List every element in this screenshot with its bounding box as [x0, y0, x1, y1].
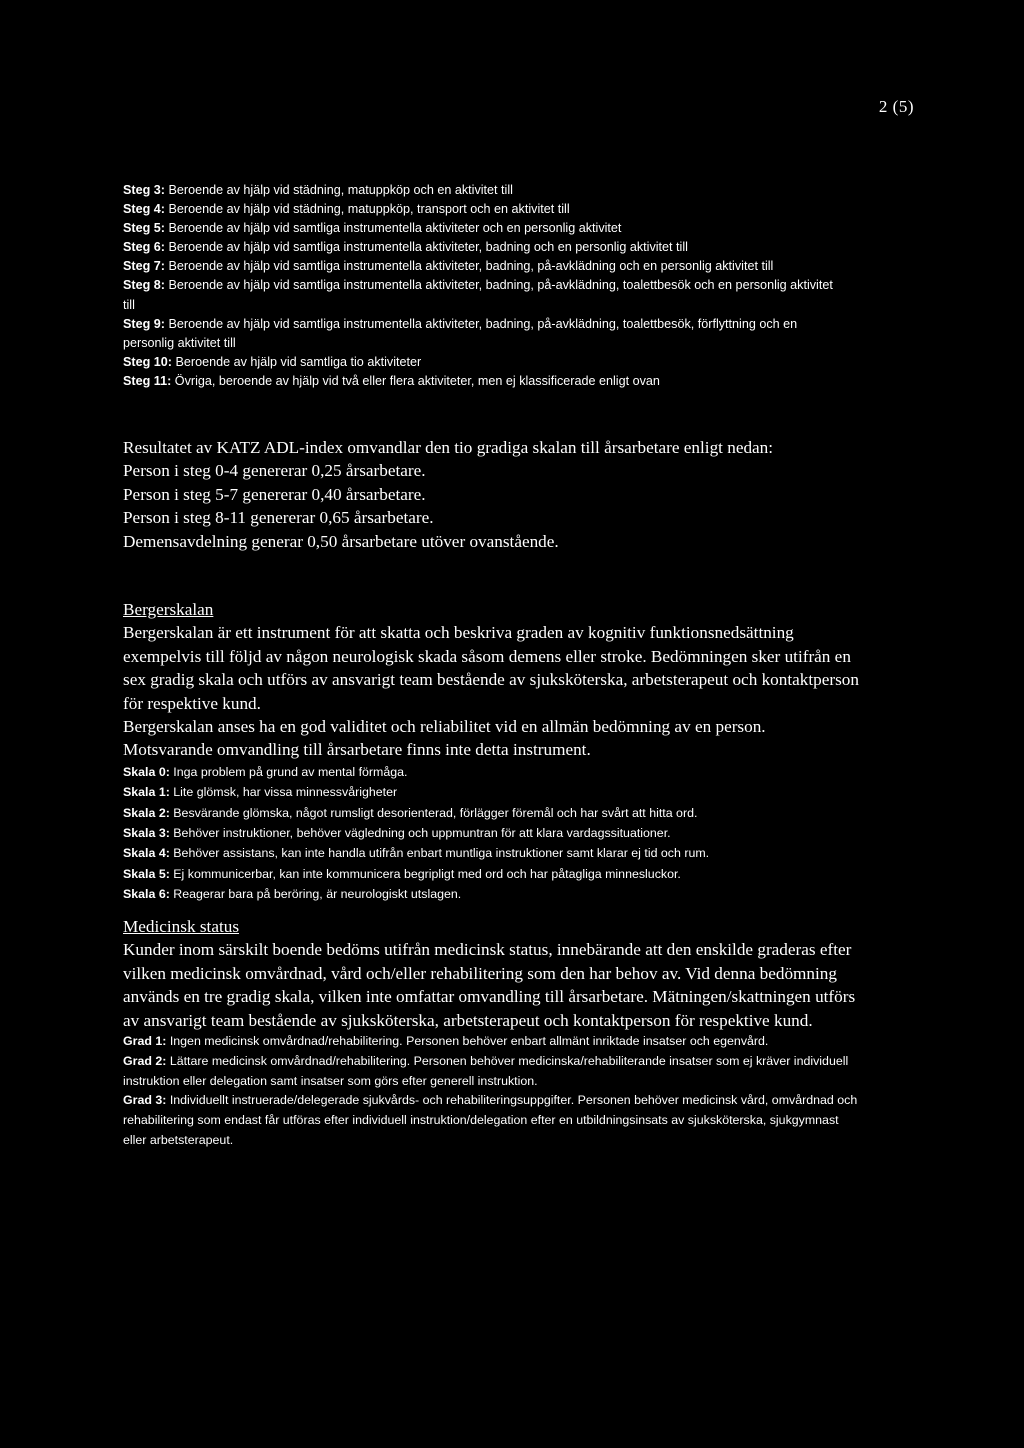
- steg-label: Steg 11:: [123, 373, 172, 388]
- bergerskalan-paragraph: Bergerskalan anses ha en god validitet och reliabilitet vid en allmän bedömning av en person.: [123, 717, 766, 737]
- steg-text: Beroende av hjälp vid samtliga instrumentella aktiviteter och en personlig aktivitet: [165, 221, 622, 236]
- scale-text: Inga problem på grund av mental förmåga.: [169, 764, 408, 779]
- steg-label: Steg 9:: [123, 316, 165, 331]
- steg-label: Steg 5:: [123, 221, 165, 236]
- steg-label: Steg 7:: [123, 259, 165, 274]
- list-item: [123, 257, 843, 276]
- scale-label: Skala 0:: [123, 764, 170, 779]
- list-item: [123, 238, 843, 257]
- steg-label: Steg 8:: [123, 278, 165, 293]
- steg-list: [123, 181, 843, 391]
- list-item: [123, 884, 863, 904]
- list-item: [123, 823, 863, 843]
- katz-line: Person i steg 0-4 genererar 0,25 årsarbetare.: [123, 461, 426, 481]
- scale-text: Besvärande glömska, något rumsligt desorienterad, förlägger föremål och har svårt att hitta ord.: [169, 805, 698, 820]
- steg-text: Beroende av hjälp vid samtliga instrumentella aktiviteter, badning och en personlig aktivitet till: [165, 240, 688, 255]
- list-item: [123, 803, 863, 823]
- steg-text: Beroende av hjälp vid städning, matuppköp, transport och en aktivitet till: [165, 202, 570, 217]
- katz-line: Person i steg 5-7 genererar 0,40 årsarbetare.: [123, 484, 426, 504]
- list-item: [123, 762, 863, 782]
- scale-list: [123, 762, 863, 905]
- steg-text: Beroende av hjälp vid samtliga instrumentella aktiviteter, badning, på-avklädning, toalettbesök och en personlig aktivitet till: [123, 278, 833, 312]
- grade-label: Grad 3:: [123, 1093, 167, 1108]
- steg-text: Beroende av hjälp vid samtliga tio aktiviteter: [172, 354, 422, 369]
- scale-text: Ej kommunicerbar, kan inte kommunicera begripligt med ord och har påtagliga minnesluckor.: [169, 866, 681, 881]
- steg-label: Steg 6:: [123, 240, 165, 255]
- list-item: [123, 315, 843, 353]
- medicinsk-status-section: [123, 915, 863, 1151]
- scale-text: Behöver instruktioner, behöver vägledning och uppmuntran för att klara vardagssituationer.: [169, 826, 671, 841]
- list-item: [123, 1052, 863, 1092]
- grade-label: Grad 1:: [123, 1034, 167, 1049]
- list-item: [123, 372, 843, 391]
- list-item: [123, 843, 863, 863]
- grade-list: [123, 1032, 863, 1151]
- list-item: [123, 219, 843, 238]
- scale-label: Skala 2:: [123, 805, 170, 820]
- list-item: [123, 353, 843, 372]
- grade-text: Ingen medicinsk omvårdnad/rehabilitering. Personen behöver enbart allmänt inriktade insatser och egenvård.: [166, 1034, 769, 1049]
- steg-text: Beroende av hjälp vid städning, matuppköp och en aktivitet till: [165, 183, 513, 197]
- grade-label: Grad 2:: [123, 1053, 167, 1068]
- katz-line: Demensavdelning generar 0,50 årsarbetare utöver ovanstående.: [123, 531, 559, 551]
- steg-label: Steg 4:: [123, 202, 165, 217]
- scale-text: Reagerar bara på beröring, är neurologiskt utslagen.: [169, 887, 462, 902]
- medicinsk-paragraph: Kunder inom särskilt boende bedöms utifrån medicinsk status, innebärande att den enskilde graderas efter vilken medicinsk omvårdnad, vård och/eller rehabilitering som den har behov av. Vid denna bedömning används en tre gradig skala, vilken inte omfattar omvandling till årsarbetare. Mätningen/skattningen utförs av ansvarigt team bestående av sjuksköterska, arbetsterapeut och kontaktperson för respektive kund.: [123, 940, 856, 1030]
- list-item: [123, 782, 863, 802]
- grade-text: Individuellt instruerade/delegerade sjukvårds- och rehabiliteringsuppgifter. Personen behöver medicinsk vård, omvårdnad och rehabilitering som endast får utföras efter individuell instruktion/delegation efter en utbildningsinsats av sjuksköterska, sjukgymnast eller arbetsterapeut.: [123, 1093, 858, 1148]
- scale-label: Skala 6:: [123, 887, 170, 902]
- list-item: [123, 200, 843, 219]
- bergerskalan-paragraph: Bergerskalan är ett instrument för att skatta och beskriva graden av kognitiv funktionsnedsättning exempelvis till följd av någon neurologisk skada såsom demens eller stroke. Bedömningen sker utifrån en sex gradig skala och utförs av ansvarigt team bestående av sjuksköterska, arbetsterapeut och kontaktperson för respektive kund.: [123, 623, 859, 713]
- scale-label: Skala 4:: [123, 846, 170, 861]
- steg-label: Steg 10:: [123, 354, 172, 369]
- list-item: [123, 181, 843, 200]
- scale-label: Skala 1:: [123, 785, 170, 800]
- steg-label: Steg 3:: [123, 183, 165, 197]
- steg-text: Beroende av hjälp vid samtliga instrumentella aktiviteter, badning, på-avklädning, toalettbesök, förflyttning och en personlig aktivitet till: [123, 316, 798, 350]
- list-item: [123, 864, 863, 884]
- list-item: [123, 1032, 863, 1052]
- list-item: [123, 276, 843, 314]
- steg-text: Övriga, beroende av hjälp vid två eller flera aktiviteter, men ej klassificerade enligt ovan: [171, 373, 660, 388]
- scale-label: Skala 5:: [123, 866, 170, 881]
- grade-text: Lättare medicinsk omvårdnad/rehabilitering. Personen behöver medicinska/rehabiliterande insatser som ej kräver individuell instruktion eller delegation samt insatser som görs efter generell instruktion.: [123, 1053, 849, 1088]
- scale-label: Skala 3:: [123, 826, 170, 841]
- page-number: 2 (5): [878, 97, 914, 116]
- section-heading: Medicinsk status: [123, 917, 240, 936]
- steg-text: Beroende av hjälp vid samtliga instrumentella aktiviteter, badning, på-avklädning och en personlig aktivitet till: [165, 259, 774, 274]
- list-item: [123, 1091, 863, 1150]
- katz-section: [123, 436, 863, 553]
- bergerskalan-section: [123, 598, 863, 905]
- scale-text: Behöver assistans, kan inte handla utifrån enbart muntliga instruktioner samt klarar ej tid och rum.: [169, 846, 710, 861]
- bergerskalan-paragraph: Motsvarande omvandling till årsarbetare finns inte detta instrument.: [123, 740, 591, 760]
- scale-text: Lite glömsk, har vissa minnessvårigheter: [169, 785, 398, 800]
- section-heading: Bergerskalan: [123, 600, 214, 619]
- katz-line: Person i steg 8-11 genererar 0,65 årsarbetare.: [123, 508, 434, 528]
- katz-intro: Resultatet av KATZ ADL-index omvandlar den tio gradiga skalan till årsarbetare enligt nedan:: [123, 438, 774, 457]
